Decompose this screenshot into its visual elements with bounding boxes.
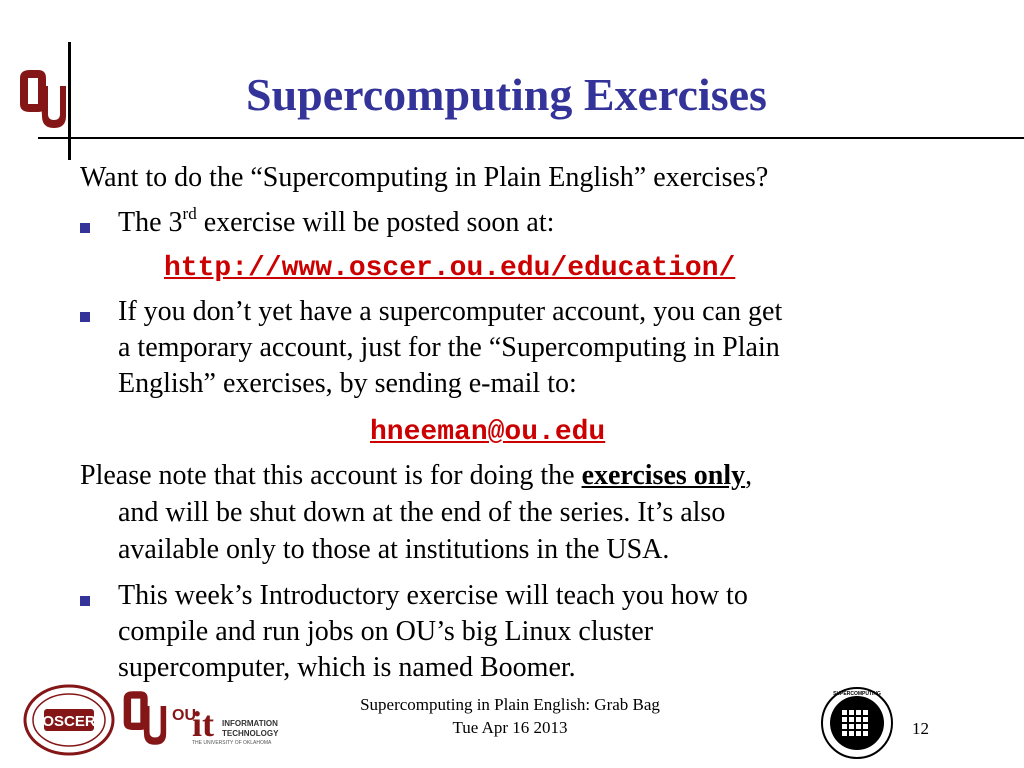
- email-link[interactable]: hneeman@ou.edu: [370, 417, 606, 448]
- it-logo: [172, 696, 288, 746]
- svg-text:it: it: [192, 704, 214, 744]
- square-bullet-icon: [80, 223, 90, 233]
- note-line-1: Please note that this account is for doing the exercises only,: [80, 460, 753, 491]
- svg-text:TECHNOLOGY: TECHNOLOGY: [222, 729, 279, 738]
- square-bullet-icon: [80, 596, 90, 606]
- bullet-2-line-1: If you don’t yet have a supercomputer account, you can get: [118, 296, 783, 327]
- bullet-2-line-2: a temporary account, just for the “Supercomputing in Plain: [118, 332, 780, 363]
- bullet-3-line-1: This week’s Introductory exercise will teach you how to: [118, 580, 748, 611]
- intro-line: Want to do the “Supercomputing in Plain English” exercises?: [80, 162, 769, 193]
- bullet-2-line-3: English” exercises, by sending e-mail to:: [118, 368, 577, 399]
- svg-text:INFORMATION: INFORMATION: [222, 719, 278, 728]
- footer-course: Supercomputing in Plain English: Grab Bag: [360, 695, 660, 714]
- page-number: 12: [912, 719, 929, 738]
- slide-title: Supercomputing Exercises: [246, 69, 767, 120]
- footer-date: Tue Apr 16 2013: [452, 718, 568, 737]
- header-horizontal-rule: [38, 137, 1024, 139]
- note-line-2: and will be shut down at the end of the series. It’s also: [118, 497, 726, 528]
- header-vertical-rule: [68, 42, 71, 160]
- bullet-1-text: The 3rd exercise will be posted soon at:: [118, 204, 555, 238]
- svg-text:OU: OU: [172, 707, 196, 724]
- svg-text:THE UNIVERSITY OF OKLAHOMA: THE UNIVERSITY OF OKLAHOMA: [192, 740, 272, 746]
- ou-logo: [16, 68, 68, 130]
- svg-text:OSCER: OSCER: [42, 713, 96, 730]
- exercise-url-link[interactable]: http://www.oscer.ou.edu/education/: [164, 253, 736, 284]
- ou-logo: [120, 688, 168, 748]
- square-bullet-icon: [80, 312, 90, 322]
- bullet-3-line-3: supercomputer, which is named Boomer.: [118, 652, 576, 683]
- oscer-logo: [22, 684, 116, 756]
- supercomputing-logo: [820, 686, 894, 760]
- bullet-3-line-2: compile and run jobs on OU’s big Linux cluster: [118, 616, 654, 647]
- note-line-3: available only to those at institutions in the USA.: [118, 534, 670, 565]
- svg-text:SUPERCOMPUTING: SUPERCOMPUTING: [833, 691, 881, 697]
